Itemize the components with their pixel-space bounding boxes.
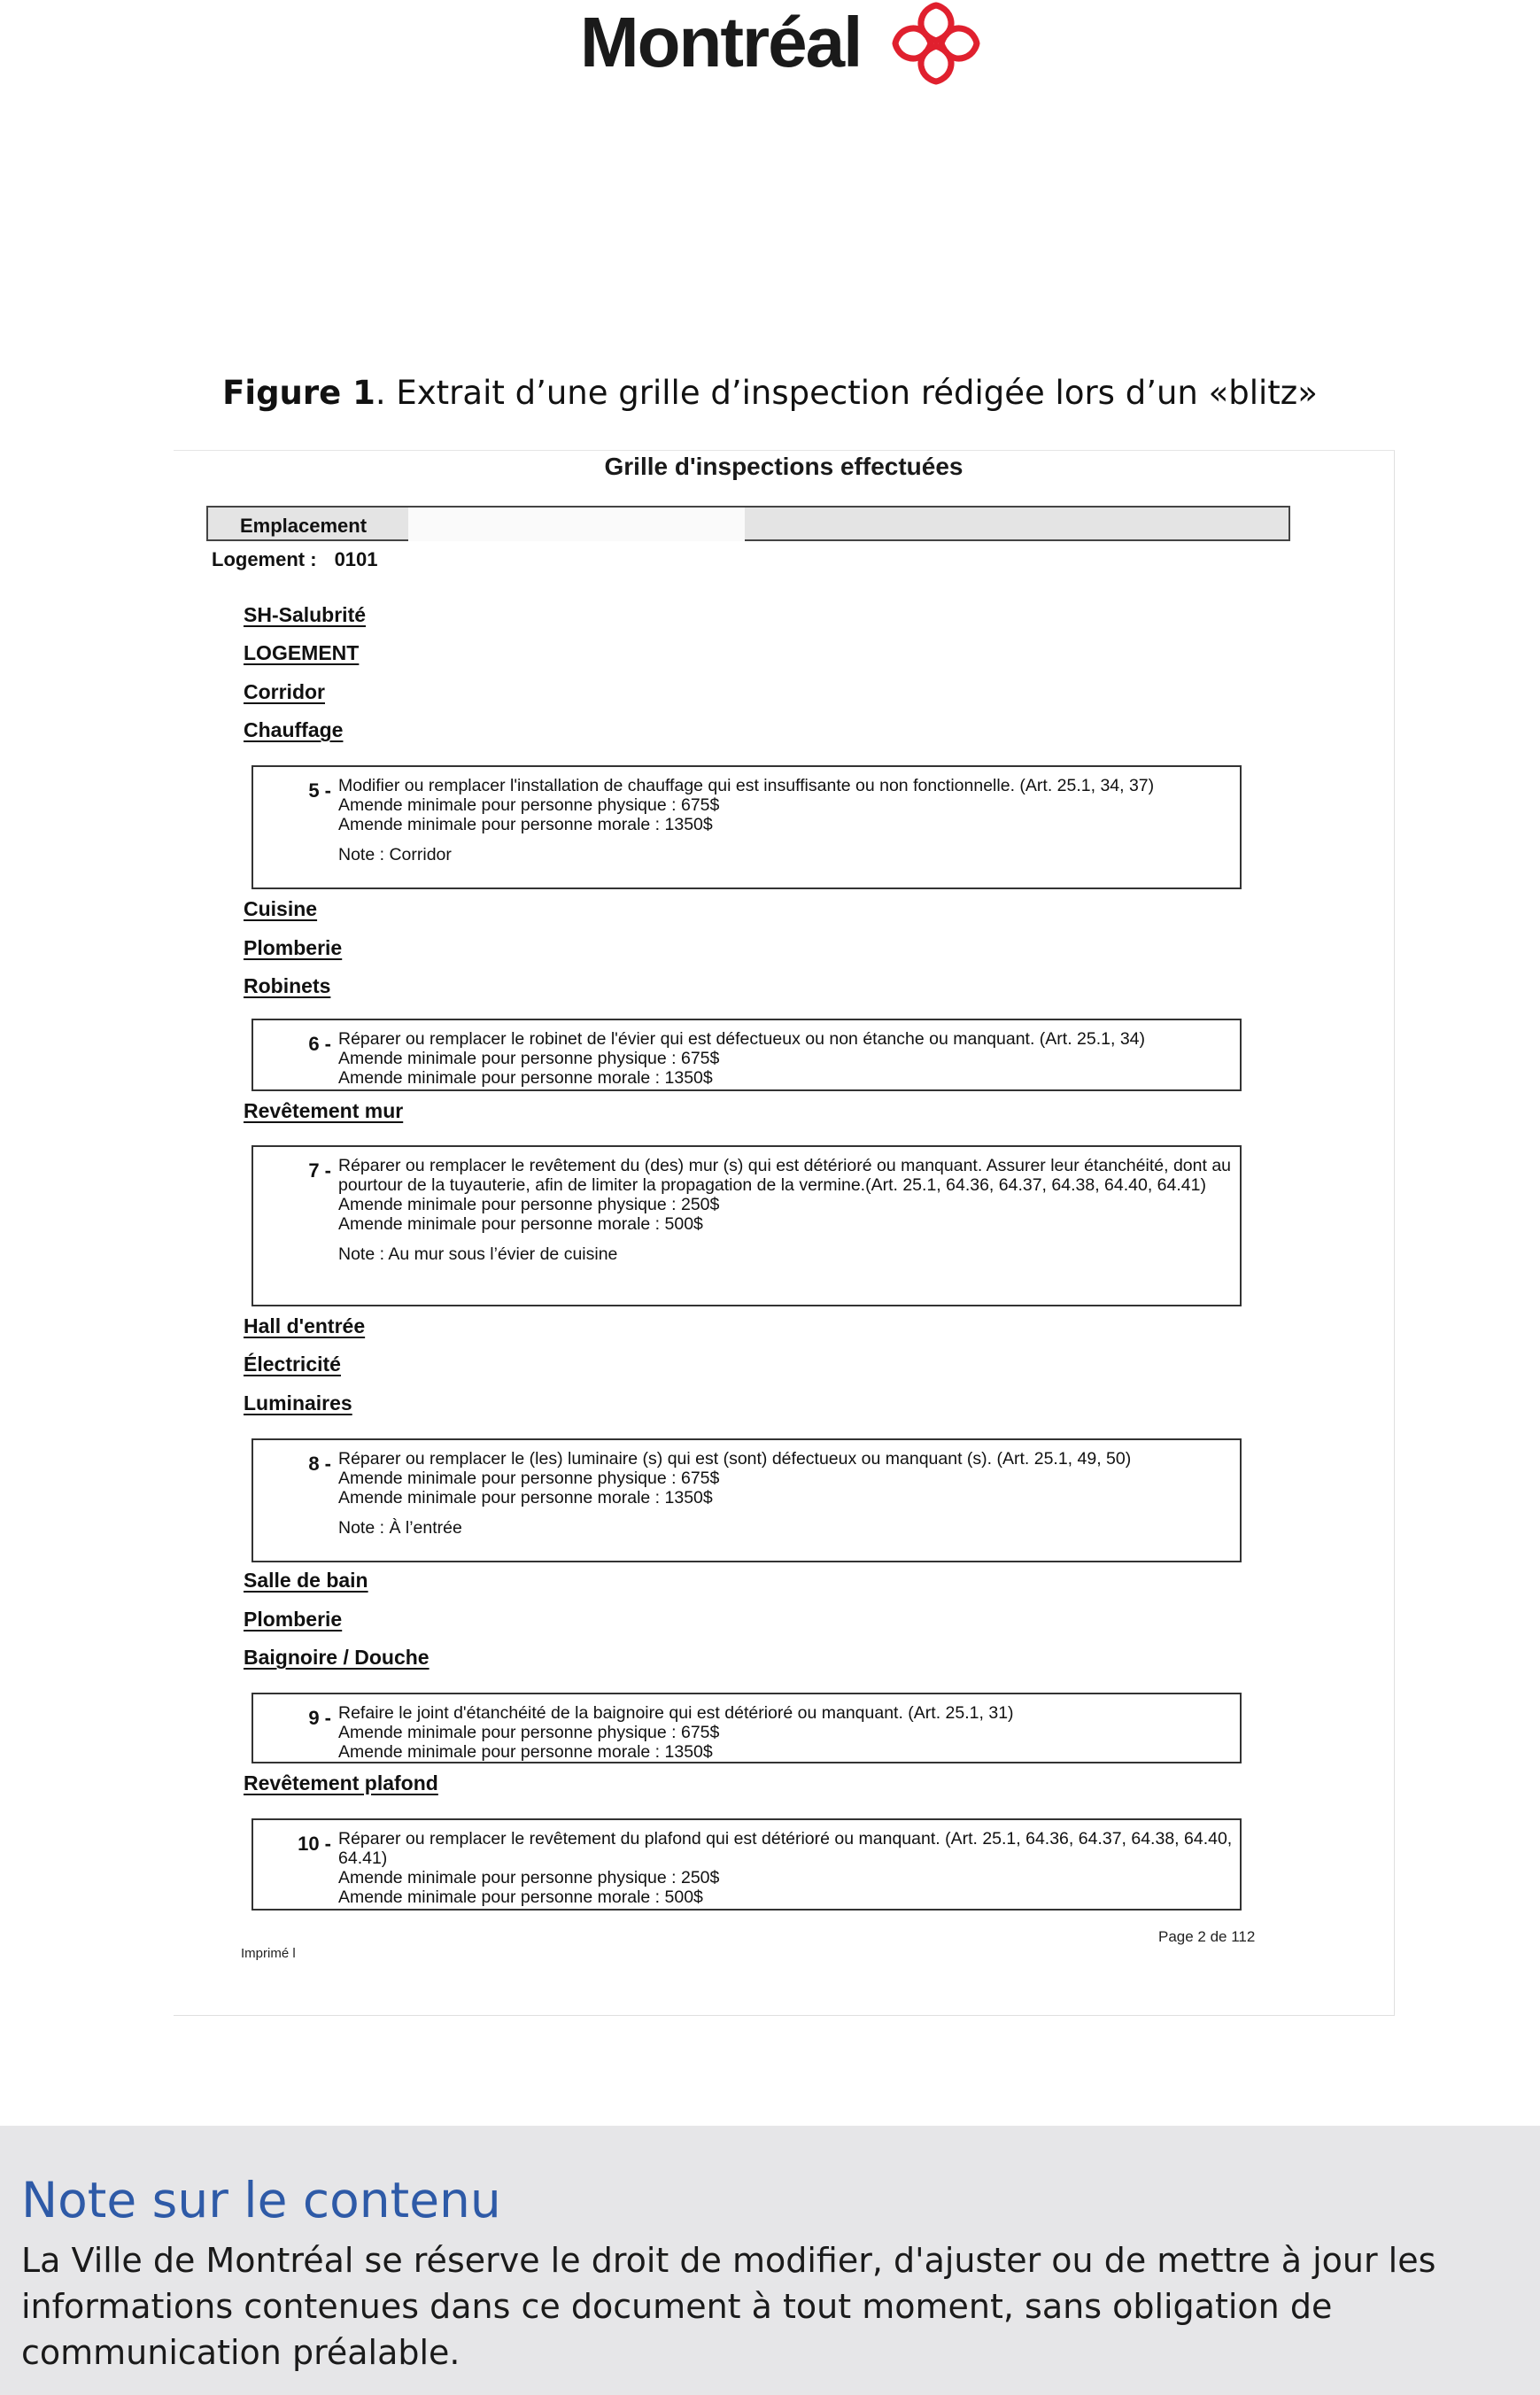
fine-moral: Amende minimale pour personne morale : 1350$ bbox=[338, 1742, 713, 1762]
section-heading: Électricité bbox=[244, 1353, 341, 1376]
location-label: Emplacement bbox=[240, 515, 368, 537]
violation-box bbox=[252, 1818, 1242, 1911]
section-heading: Revêtement plafond bbox=[244, 1771, 438, 1794]
violation-box bbox=[252, 1019, 1242, 1091]
violation-text: Refaire le joint d'étanchéité de la baignoire qui est détérioré ou manquant. (Art. 25.1, 31) bbox=[338, 1703, 1014, 1723]
violation-note: Note : Au mur sous l’évier de cuisine bbox=[338, 1244, 618, 1264]
section-heading: SH-Salubrité bbox=[244, 603, 367, 626]
violation-text: Réparer ou remplacer le revêtement du (des) mur (s) qui est détérioré ou manquant. Assurer leur étanchéité, dont au pourtour de la tuyauterie, afin de limiter la propagation de la vermine.(Art. 25.1, 64.36, 64.37, 64.38, 64.40, 64.41) bbox=[338, 1156, 1232, 1195]
violation-body bbox=[338, 1829, 1233, 1907]
violation-box bbox=[252, 1693, 1242, 1763]
fine-physical: Amende minimale pour personne physique : 250$ bbox=[338, 1868, 720, 1887]
figure-label: Figure 1 bbox=[222, 374, 375, 412]
fine-moral: Amende minimale pour personne morale : 1350$ bbox=[338, 815, 713, 834]
violation-body bbox=[338, 1156, 1233, 1264]
section-heading: Revêtement mur bbox=[244, 1099, 404, 1122]
violation-note: Note : À l’entrée bbox=[338, 1518, 462, 1538]
fine-physical: Amende minimale pour personne physique : 675$ bbox=[338, 1049, 720, 1068]
violation-number: 8 - bbox=[308, 1453, 331, 1475]
housing-value: 0101 bbox=[334, 548, 378, 570]
fine-physical: Amende minimale pour personne physique : 675$ bbox=[338, 1469, 720, 1488]
section-heading: Luminaires bbox=[244, 1391, 352, 1415]
note-title: Note sur le contenu bbox=[21, 2172, 501, 2228]
violation-text: Réparer ou remplacer le revêtement du plafond qui est détérioré ou manquant. (Art. 25.1, 64.36, 64.37, 64.38, 64.40, 64.41) bbox=[338, 1829, 1233, 1868]
violation-body bbox=[338, 1029, 1233, 1088]
fine-physical: Amende minimale pour personne physique : 675$ bbox=[338, 1723, 720, 1742]
section-heading: Cuisine bbox=[244, 897, 318, 920]
location-bar bbox=[206, 506, 1290, 541]
violation-number: 5 - bbox=[308, 779, 331, 802]
figure-caption bbox=[0, 374, 1540, 412]
violation-number: 9 - bbox=[308, 1707, 331, 1729]
fine-moral: Amende minimale pour personne morale : 500$ bbox=[338, 1214, 703, 1234]
section-heading: Plomberie bbox=[244, 1608, 343, 1631]
violation-number: 10 - bbox=[298, 1833, 331, 1855]
section-heading: Hall d'entrée bbox=[244, 1314, 366, 1337]
section-heading: Robinets bbox=[244, 974, 331, 997]
violation-box bbox=[252, 1145, 1242, 1306]
violation-body bbox=[338, 776, 1233, 864]
fine-moral: Amende minimale pour personne morale : 1350$ bbox=[338, 1488, 713, 1508]
section-heading: Baignoire / Douche bbox=[244, 1646, 429, 1669]
violation-note: Note : Corridor bbox=[338, 845, 452, 864]
fine-physical: Amende minimale pour personne physique : 675$ bbox=[338, 795, 720, 815]
violation-body bbox=[338, 1703, 1233, 1762]
redacted-location bbox=[408, 508, 745, 541]
montreal-rose-icon bbox=[892, 2, 980, 85]
montreal-logo bbox=[580, 0, 987, 89]
violation-text: Modifier ou remplacer l'installation de chauffage qui est insuffisante ou non fonctionnelle. (Art. 25.1, 34, 37) bbox=[338, 776, 1155, 795]
content-note-panel bbox=[0, 2126, 1540, 2395]
inspection-sheet bbox=[174, 450, 1395, 2016]
violation-number: 6 - bbox=[308, 1033, 331, 1055]
violation-text: Réparer ou remplacer le robinet de l'évier qui est défectueux ou non étanche ou manquant. (Art. 25.1, 34) bbox=[338, 1029, 1146, 1049]
fine-physical: Amende minimale pour personne physique : 250$ bbox=[338, 1195, 720, 1214]
logo-wordmark: Montréal bbox=[580, 3, 862, 81]
printed-label: Imprimé l bbox=[241, 1946, 296, 1961]
section-heading: Salle de bain bbox=[244, 1569, 368, 1592]
violation-box bbox=[252, 765, 1242, 889]
section-heading: Chauffage bbox=[244, 718, 344, 741]
violation-number: 7 - bbox=[308, 1159, 331, 1182]
violation-text: Réparer ou remplacer le (les) luminaire (s) qui est (sont) défectueux ou manquant (s). (Art. 25.1, 49, 50) bbox=[338, 1449, 1132, 1469]
page-number: Page 2 de 112 bbox=[1158, 1928, 1256, 1945]
housing-label: Logement : bbox=[212, 548, 317, 570]
figure-caption-text: . Extrait d’une grille d’inspection rédigée lors d’un «blitz» bbox=[375, 374, 1318, 412]
section-heading: Plomberie bbox=[244, 936, 343, 959]
note-text: La Ville de Montréal se réserve le droit de modifier, d'ajuster ou de mettre à jour les informations contenues dans ce document à tout moment, sans obligation de communication préalable. bbox=[21, 2241, 1436, 2372]
violation-box bbox=[252, 1438, 1242, 1562]
fine-moral: Amende minimale pour personne morale : 1350$ bbox=[338, 1068, 713, 1088]
fine-moral: Amende minimale pour personne morale : 500$ bbox=[338, 1887, 703, 1907]
section-heading: Corridor bbox=[244, 680, 325, 703]
sheet-title: Grille d'inspections effectuées bbox=[604, 453, 963, 480]
violation-body bbox=[338, 1449, 1233, 1538]
housing-line bbox=[212, 548, 378, 571]
section-heading: LOGEMENT bbox=[244, 641, 360, 664]
